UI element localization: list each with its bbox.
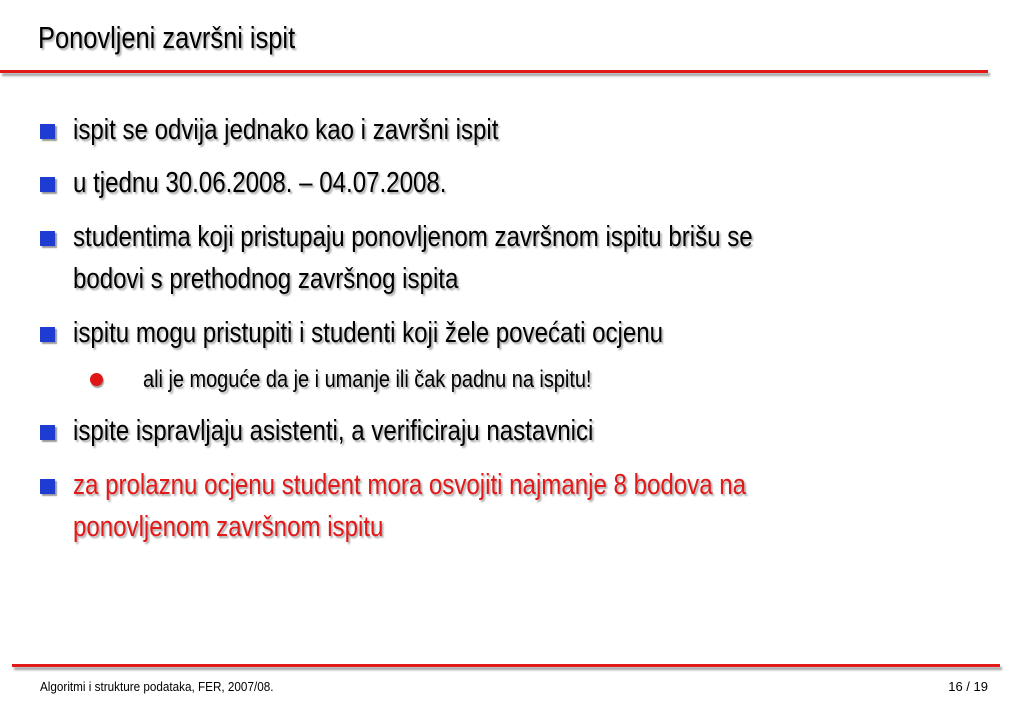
square-bullet-icon <box>40 479 55 494</box>
slide-title: Ponovljeni završni ispit <box>38 20 296 55</box>
square-bullet-icon <box>40 425 55 440</box>
square-bullet-icon <box>40 327 55 342</box>
highlight-text-line-1: za prolaznu ocjenu student mora osvojiti najmanje 8 bodova na <box>73 469 747 501</box>
bullet-text-line-2: bodovi s prethodnog završnog ispita <box>73 263 459 295</box>
bullet-text-line-1: studentima koji pristupaju ponovljenom završnom ispitu brišu se <box>73 221 753 253</box>
bullet-text: u tjednu 30.06.2008. – 04.07.2008. <box>73 167 447 199</box>
highlight-text-line-2: ponovljenom završnom ispitu <box>73 511 384 543</box>
circle-bullet-icon <box>90 373 103 386</box>
bullet-text: ispitu mogu pristupiti i studenti koji žele povećati ocjenu <box>73 317 664 349</box>
bullet-text: ispit se odvija jednako kao i završni ispit <box>73 114 499 146</box>
square-bullet-icon <box>40 231 55 246</box>
square-bullet-icon <box>40 124 55 139</box>
title-divider <box>0 70 988 73</box>
sub-bullet-text: ali je moguće da je i umanje ili čak padnu na ispitu! <box>143 366 592 393</box>
footer-divider <box>12 664 1000 667</box>
bullet-text: ispite ispravljaju asistenti, a verificiraju nastavnici <box>73 415 594 447</box>
page-number: 16 / 19 <box>948 679 988 694</box>
square-bullet-icon <box>40 177 55 192</box>
footer-course: Algoritmi i strukture podataka, FER, 2007/08. <box>40 679 274 694</box>
